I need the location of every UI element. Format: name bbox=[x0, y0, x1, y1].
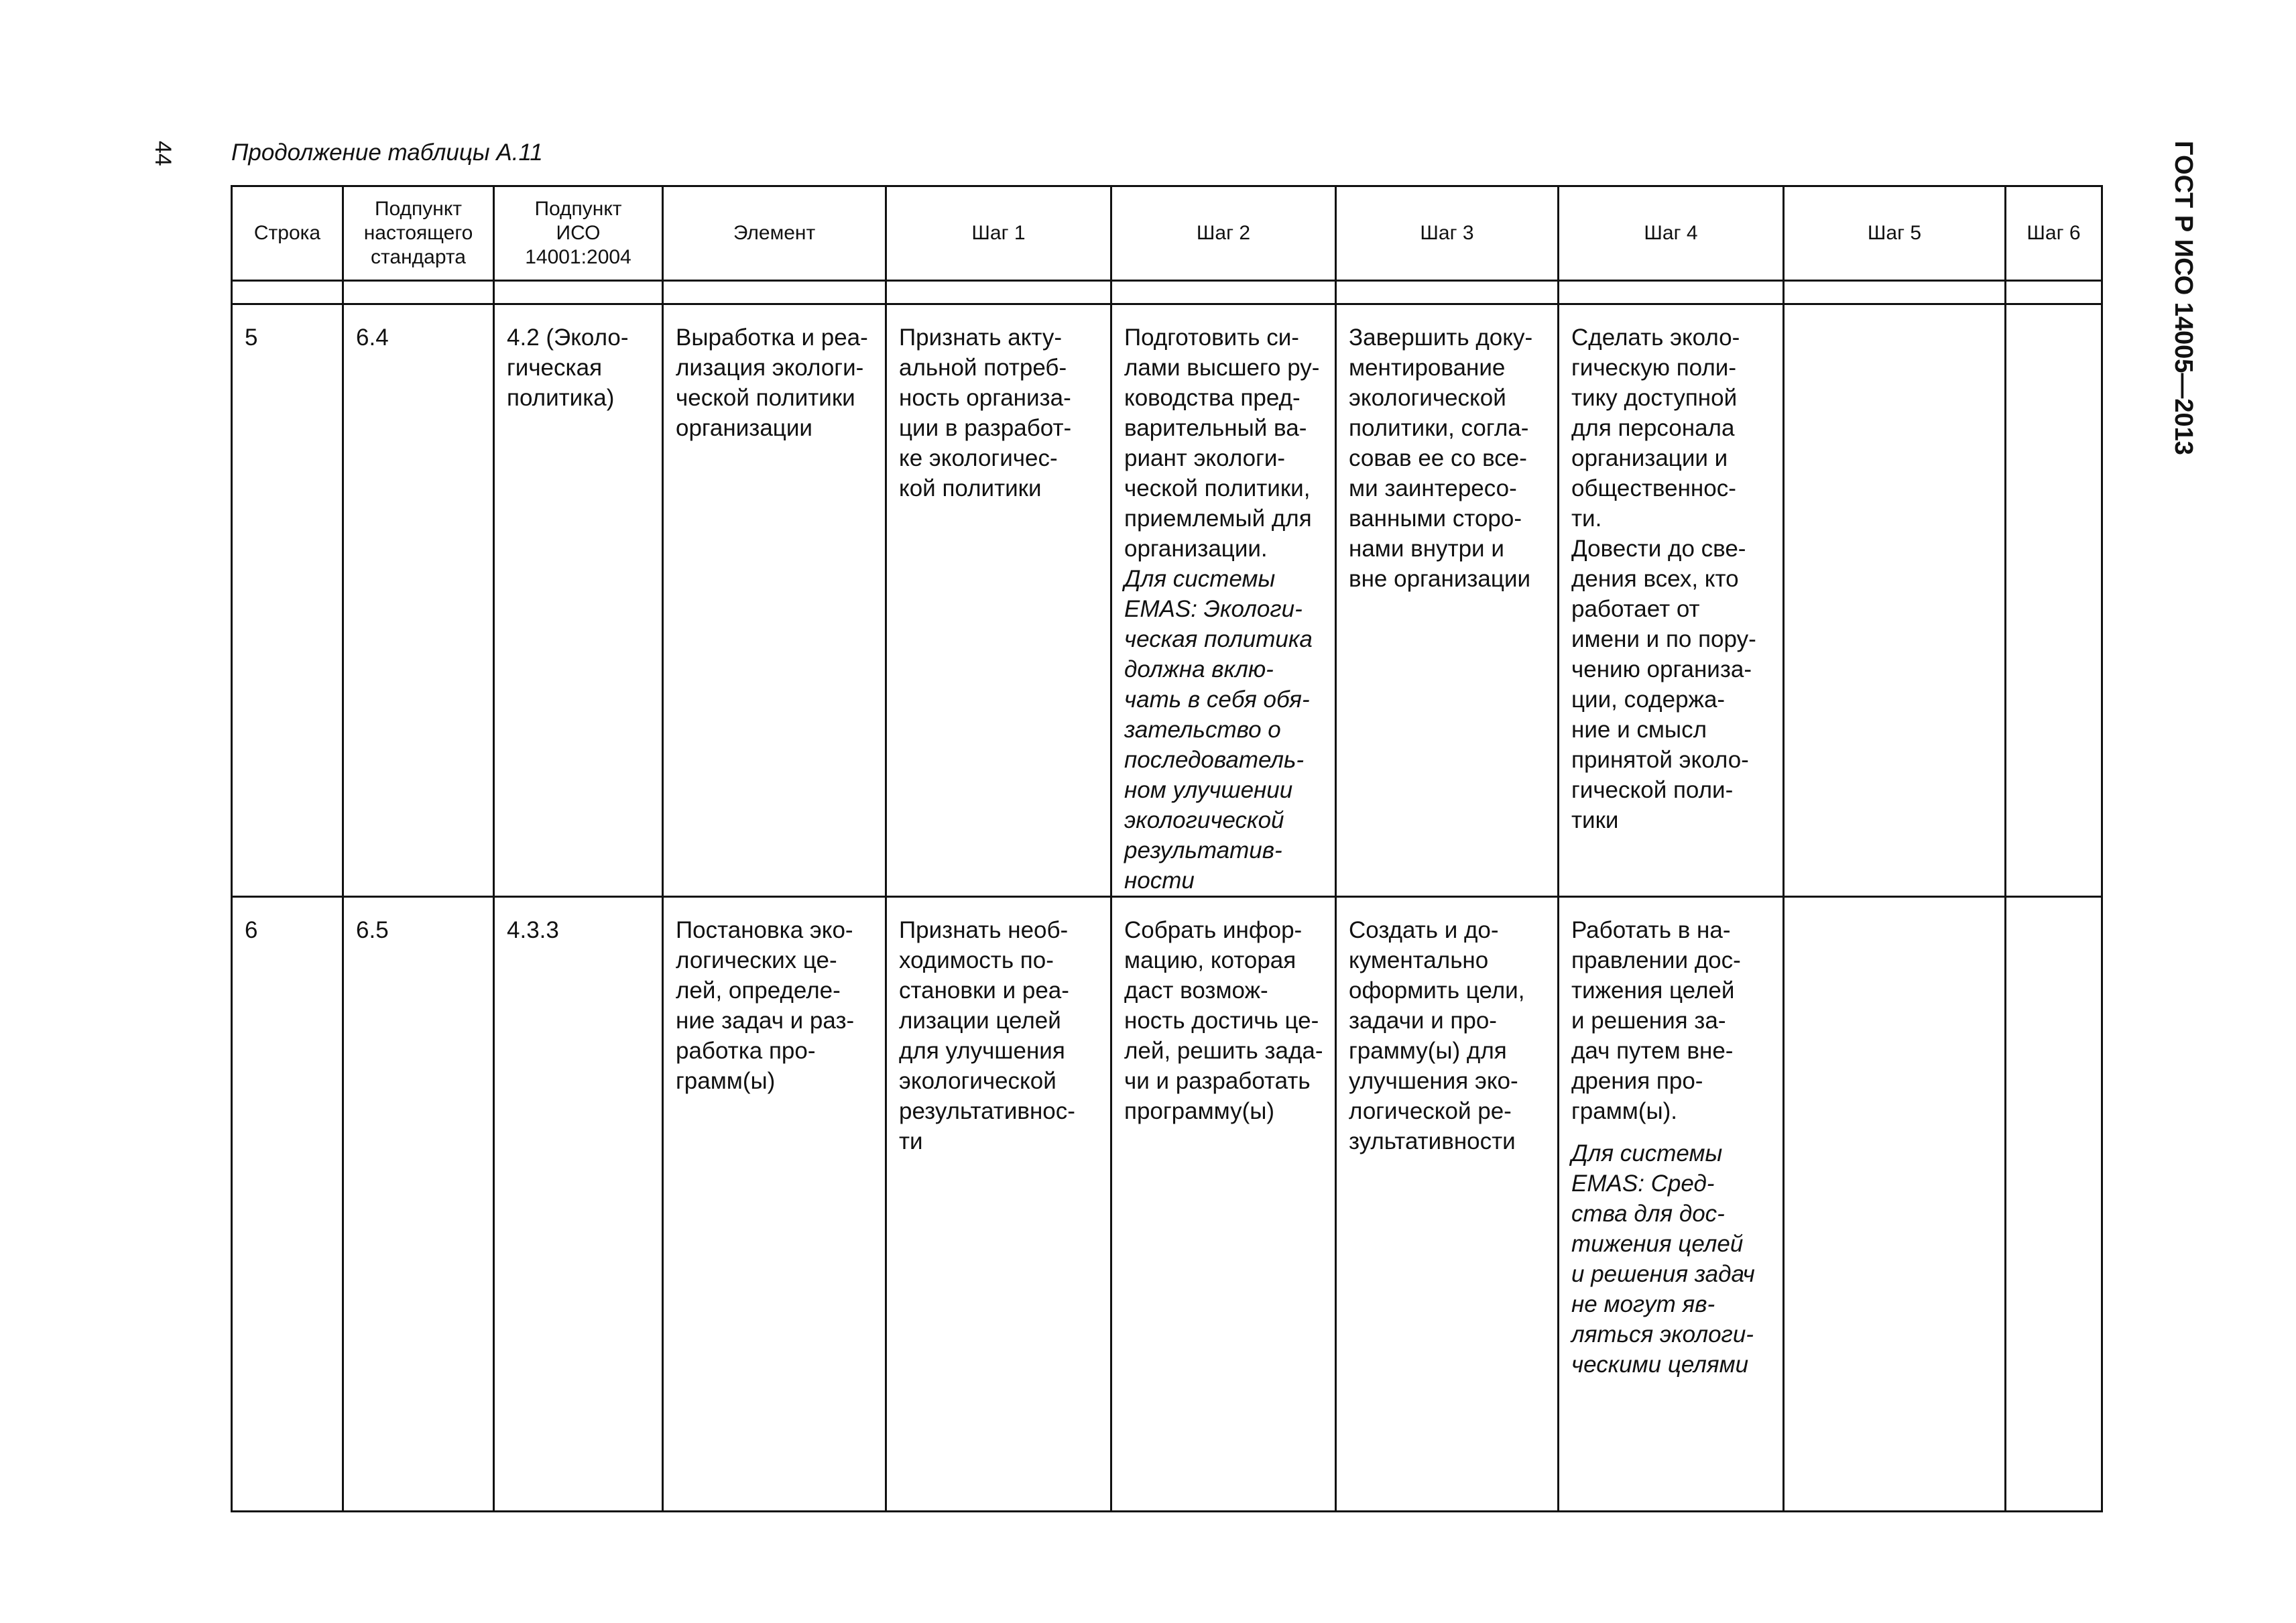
step-4: Работать в на- правлении дос- тижения целей и решения за- дач путем вне- дрения про- грамм(ы). bbox=[1571, 917, 1741, 1124]
row-number: 5 bbox=[245, 324, 258, 351]
header-step-3: Шаг 3 bbox=[1336, 186, 1559, 281]
element: Постановка эко- логических це- лей, определе- ние задач и раз- работка про- грамм(ы) bbox=[676, 917, 855, 1094]
header-step-1: Шаг 1 bbox=[886, 186, 1111, 281]
header-element: Элемент bbox=[663, 186, 886, 281]
step-3: Создать и до- кументально оформить цели, задачи и про- грамму(ы) для улучшения эко- логической ре- зультативности bbox=[1349, 917, 1525, 1154]
page-number: 44 bbox=[150, 141, 176, 166]
clause: 6.5 bbox=[356, 917, 389, 943]
row-number: 6 bbox=[245, 917, 258, 943]
iso-clause: 4.2 (Эколо- гическая политика) bbox=[507, 324, 629, 411]
step-1: Признать акту- альной потреб- ность организа- ции в разработ- ке экологичес- кой политики bbox=[899, 324, 1072, 501]
step-2: Подготовить си- лами высшего ру- ководства пред- варительный ва- риант экологи- ческой политики, приемлемый для организации. bbox=[1124, 324, 1320, 562]
header-step-6: Шаг 6 bbox=[2006, 186, 2102, 281]
step-4-emas-note: Для системы EMAS: Сред- ства для дос- тижения целей и решения задач не могут яв- ляться экологи- ческими целями bbox=[1571, 1140, 1755, 1378]
header-iso-clause: Подпункт ИСО 14001:2004 bbox=[494, 186, 663, 281]
header-separator bbox=[232, 281, 2102, 304]
step-3: Завершить доку- ментирование экологической политики, согла- совав ее со все- ми заинтересо- ванными сторо- нами внутри и вне организации bbox=[1349, 324, 1533, 592]
step-2: Собрать инфор- мацию, которая даст возмож- ность достичь це- лей, решить зада- чи и разработать программу(ы) bbox=[1124, 917, 1323, 1124]
step-4: Сделать эколо- гическую поли- тику доступной для персонала организации и общественнос- ти. Довести до све- дения всех, кто работает от имени и по пору- чению организа- ции, содержа- ние и смысл принятой эколо- гической поли- тики bbox=[1571, 324, 1756, 833]
requirements-table bbox=[231, 185, 2103, 1512]
header-step-4: Шаг 4 bbox=[1559, 186, 1784, 281]
header-step-2: Шаг 2 bbox=[1111, 186, 1336, 281]
header-row-number: Строка bbox=[232, 186, 343, 281]
element: Выработка и реа- лизация экологи- ческой политики организации bbox=[676, 324, 868, 441]
clause: 6.4 bbox=[356, 324, 389, 351]
table-header-row bbox=[232, 186, 2102, 281]
standard-code-text: ГОСТ Р ИСО 14005—2013 bbox=[2169, 141, 2197, 455]
header-clause: Подпункт настоящего стандарта bbox=[343, 186, 494, 281]
step-1: Признать необ- ходимость по- становки и реа- лизации целей для улучшения экологической результативнос- ти bbox=[899, 917, 1075, 1154]
step-2-emas-note: Для системы EMAS: Экологи- ческая политика должна вклю- чать в себя обя- зательство о последователь- ном улучшении экологической результатив- ности bbox=[1124, 566, 1313, 894]
header-step-5: Шаг 5 bbox=[1784, 186, 2006, 281]
table-row bbox=[232, 304, 2102, 897]
table-caption: Продолжение таблицы А.11 bbox=[231, 139, 543, 166]
standard-code bbox=[2169, 141, 2197, 455]
iso-clause: 4.3.3 bbox=[507, 917, 559, 943]
table-row bbox=[232, 897, 2102, 1512]
